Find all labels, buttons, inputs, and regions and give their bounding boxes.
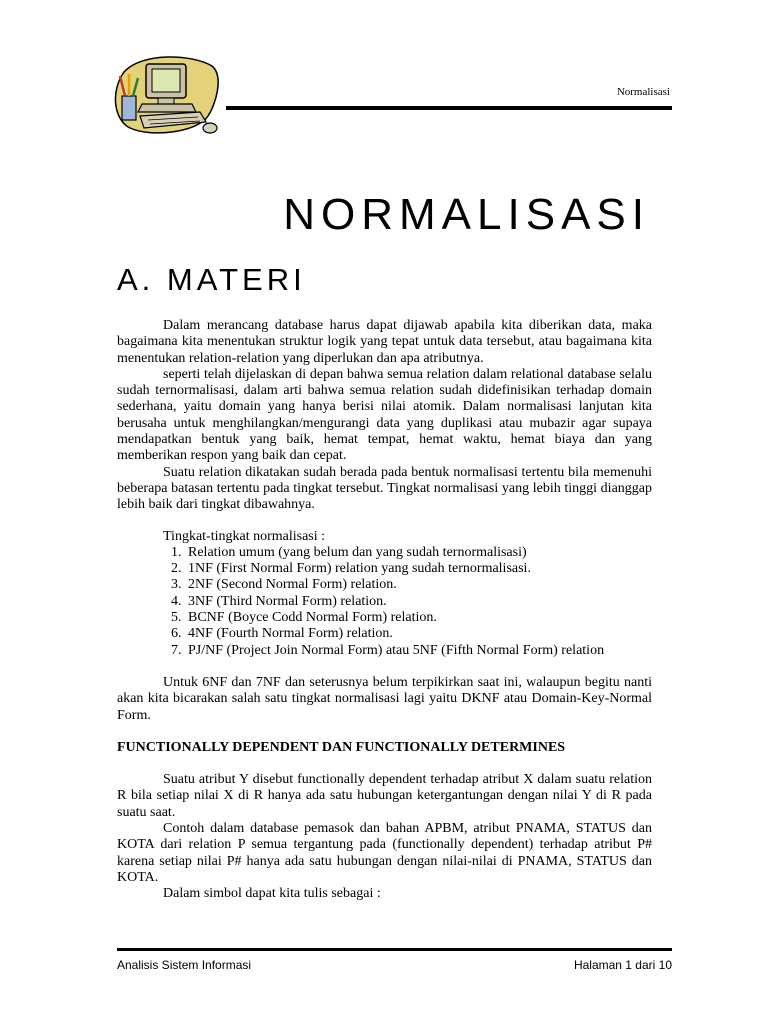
paragraph: Suatu relation dikatakan sudah berada pada bentuk normalisasi tertentu bila memenuhi beberapa batasan tertentu pada tingkat tersebut. Tingkat normalisasi yang lebih tinggi dianggap lebih baik dari tingkat dibawahnya.: [117, 464, 652, 513]
list-item: 3. 2NF (Second Normal Form) relation.: [185, 577, 652, 593]
footer-rule: [117, 948, 672, 951]
page-number: Halaman 1 dari 10: [573, 958, 672, 972]
document-title: NORMALISASI: [283, 190, 650, 239]
paragraph: Suatu atribut Y disebut functionally dependent terhadap atribut X dalam suatu relation R bila setiap nilai X di R hanya ada satu hubungan ketergantungan dengan nilai Y di R pada suatu saat.: [117, 772, 652, 820]
paragraph: seperti telah dijelaskan di depan bahwa semua relation dalam relational database selalu sudah ternormalisasi, dalam arti bahwa semua relation sudah didefinisikan terhadap domain sederhana, yaitu domain yang hanya berisi nilai atomik. Dalam normalisasi lanjutan kita berusaha untuk menghilangkan/mengurangi data yang duplikasi atau mubazir agar supaya mendapatkan bentuk yang baik, hemat tempat, hemat waktu, hemat biaya dan yang memberikan respon yang baik dan cepat.: [117, 366, 652, 464]
list-item: 7. PJ/NF (Project Join Normal Form) atau 5NF (Fifth Normal Form) relation: [185, 643, 652, 659]
header-rule: [226, 106, 672, 110]
list-item: 4. 3NF (Third Normal Form) relation.: [185, 594, 652, 610]
paragraph: Untuk 6NF dan 7NF dan seterusnya belum terpikirkan saat ini, walaupun begitu nanti akan kita bicarakan salah satu tingkat normalisasi lagi yaitu DKNF atau Domain-Key-Normal Form.: [117, 674, 652, 723]
section-heading: A. MATERI: [117, 262, 306, 297]
running-header-label: Normalisasi: [616, 86, 670, 98]
document-body: [117, 318, 652, 903]
list-item: 1. Relation umum (yang belum dan yang sudah ternormalisasi): [185, 545, 652, 561]
list-intro: Tingkat-tingkat normalisasi :: [163, 528, 326, 544]
computer-desk-clipart-icon: [112, 52, 222, 138]
footer-left-text: Analisis Sistem Informasi: [117, 958, 252, 972]
paragraph: Dalam merancang database harus dapat dijawab apabila kita diberikan data, maka bagaimana kita menentukan struktur logik yang tepat untuk data tersebut, atau bagaimana kita menentukan relation-relation yang diperlukan dan apa atributnya.: [117, 318, 652, 366]
subheading: FUNCTIONALLY DEPENDENT DAN FUNCTIONALLY DETERMINES: [117, 739, 566, 755]
paragraph: Contoh dalam database pemasok dan bahan APBM, atribut PNAMA, STATUS dan KOTA dari relation P semua tergantung pada (functionally dependent) terhadap atribut P# karena setiap nilai P# hanya ada satu hubungan dengan nilai-nilai di PNAMA, STATUS dan KOTA.: [117, 821, 652, 885]
normalization-levels-list: [117, 545, 652, 659]
list-item: 2. 1NF (First Normal Form) relation yang sudah ternormalisasi.: [185, 561, 652, 577]
list-item: 5. BCNF (Boyce Codd Normal Form) relation.: [185, 610, 652, 626]
paragraph: Dalam simbol dapat kita tulis sebagai :: [163, 886, 381, 902]
list-item: 6. 4NF (Fourth Normal Form) relation.: [185, 626, 652, 642]
